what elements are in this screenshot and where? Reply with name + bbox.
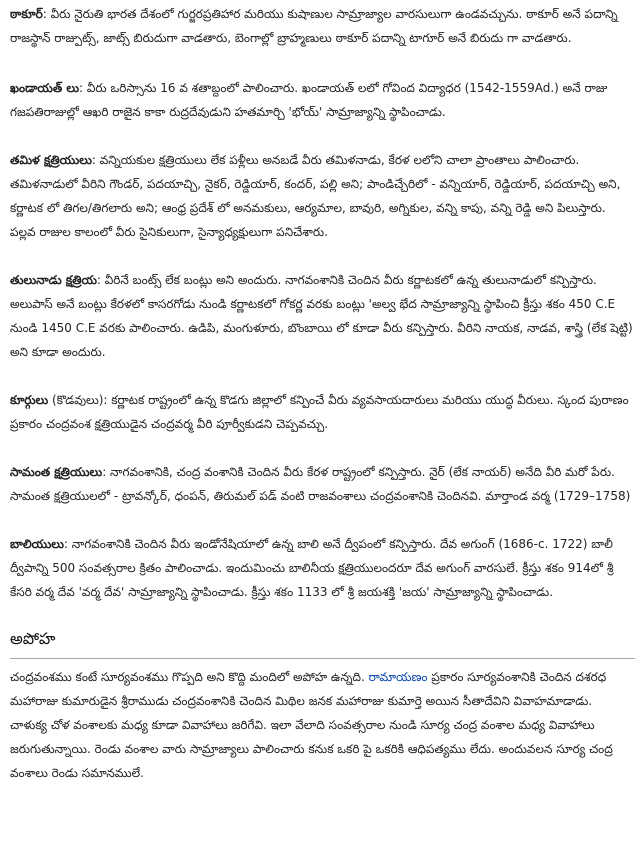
- paragraph-misconception-2: చాళుక్య చోళ వంశాలకు మధ్య కూడా వివాహాలు జరిగేవి. ఇలా వేలాది సంవత్సరాల నుండి సూర్య చంద్ర వంశాల మధ్య వివాహాలు జరుగుతున్నాయి. రెండు వంశాల వారు సామ్రాజ్యాలు పాలించారు కనుక ఒకరి పై ఒకరికి ఆధిపత్యము లేదు. అందువలన సూర్య చంద్ర వంశాలు రెండు సమానములే.: [10, 718, 613, 780]
- paragraph-misconception-1: [10, 665, 635, 713]
- text-kurgulu: (కొడవులు): కర్ణాటక రాష్ట్రంలో ఉన్న కొడగు జిల్లాలో కన్పించే వీరు వ్యవసాయదారులు మరియు యుద్ధ వీరులు. స్కంద పురాణం ప్రకారం చంద్రవంశ క్షత్రియుడైన చంద్రవర్మ వీరి పూర్వీకుడని చెప్పవచ్చు.: [10, 393, 629, 431]
- misconception-text-start: చంద్రవంశము కంటే సూర్యవంశము గొప్పది అని కొద్ది మందిలో అపోహ ఉన్నది.: [10, 670, 369, 684]
- paragraph-khandayat: [10, 76, 635, 124]
- term-khandayat: ఖండాయత్ లు: [10, 81, 79, 95]
- paragraph-kurgulu: [10, 388, 635, 436]
- text-khandayat: : వీరు ఒరిస్సాను 16 వ శతాబ్దంలో పాలించారు. ఖండాయత్ లలో గోవింద విద్యాధర (1542-1559Ad.) అనే రాజు గజపతిరాజుల్లో ఆఖరి రాజైన కాకా రుద్రదేవుడుని హతమార్చి 'భోయ్' సామ్రాజ్యాన్ని స్థాపించాడు.: [10, 81, 608, 119]
- term-tamil: తమిళ క్షత్రియులు: [10, 153, 92, 167]
- paragraph-tamil-kshatriyas: [10, 148, 635, 244]
- section-heading-misconception: అపోహ: [10, 629, 56, 648]
- paragraph-samanta: [10, 460, 635, 508]
- article-body: [0, 2, 641, 857]
- term-kurgulu: కూర్గులు: [10, 393, 49, 407]
- misconception-text-end: ప్రకారం సూర్యవంశానికి చెందిన దశరధ మహారాజు కుమారుడైన శ్రీరాముడు చంద్రవంశానికి చెందిన మిథిల జనక మహారాజు కుమార్తె అయిన సీతాదేవిని వివాహమాడాడు.: [10, 670, 607, 708]
- heading-divider: [10, 658, 635, 659]
- text-tamil: : వన్నియకుల క్షత్రియులు లేక పళ్లీలు అనబడే వీరు తమిళనాడు, కేరళ లలోని చాలా ప్రాంతాలు పాలించారు. తమిళనాడులో వీరిని గౌండర్, పదయాచ్చి, నైకర్, రెడ్డియార్, కందర్, పల్లి అని; పాండిచ్చేరిలో - వన్నియార్, రెడ్డియార్, పదయాచ్చి అని, కర్ణాటక లో తిగల/తిగలారు అని; ఆంధ్ర ప్రదేశ్ లో అనమకులు, ఆర్యమాల, బావురి, అగ్నికుల, వన్ని కాపు, వన్ని రెడ్డి అని పిలుస్తారు. పల్లవ రాజుల కాలంలో వీరు సైనికులుగా, సైన్యాధ్యక్షులుగా పనిచేశారు.: [10, 153, 621, 239]
- term-thakur: ఠాకూర్: [10, 7, 43, 21]
- text-thakur: : వీరు నైరుతి భారత దేశంలో గుర్జరప్రతిహార మరియు కుషాణుల సామ్రాజ్యాల వారసులుగా ఉండవచ్చును. ఠాకూర్ అనే పదాన్ని రాజస్థాన్ రాజ్పుట్స్, జాట్స్ బిరుదుగా వాడతారు, బెంగాల్లో బ్రాహ్మణులు ఠాకూర్ పదాన్ని టాగూర్ అనే బిరుదు గా వాడతారు.: [10, 7, 618, 45]
- term-baliyulu: బాలియులు: [10, 537, 64, 551]
- term-tulunadu: తులునాడు క్షత్రియ: [10, 273, 97, 287]
- ramayanam-link[interactable]: రామాయణం: [368, 670, 428, 684]
- term-samanta: సామంత క్షత్రియులు: [10, 465, 103, 479]
- text-samanta: : నాగవంశానికి, చంద్ర వంశానికి చెందిన వీరు కేరళ రాష్ట్రంలో కన్పిస్తారు. నైర్ (లేక నాయర్) అనేది వీరి మరో పేరు. సామంత క్షత్రియులలో - ట్రావన్కోర్, ధంపన్, తిరుమల్ పడ్ వంటి రాజవంశాలు చంద్రవంశానికి చెందినవి. మార్తాండ వర్మ (1729–1758): [10, 465, 631, 503]
- paragraph-thakur: [10, 2, 635, 50]
- text-baliyulu: : నాగవంశానికి చెందిన వీరు ఇండోనేషియాలో ఉన్న బాలి అనే ద్వీపంలో కన్పిస్తారు. దేవ అగుంగ్ (1686-c. 1722) బాలీ ద్వీపాన్ని 500 సంవత్సరాల క్రితం పాలించాడు. ఇందుమించు బాలినీయ క్షత్రియులందరూ దేవ అగుంగ్ వారసులే. క్రీస్తు శకం 914లో శ్రీ కేసరి వర్మ దేవ 'వర్మ దేవ' సామ్రాజ్యాన్ని స్థాపించాడు. క్రీస్తు శకం 1133 లో శ్రీ జయశక్తి 'జయ' సామ్రాజ్యాన్ని స్థాపించాడు.: [10, 537, 614, 599]
- paragraph-tulunadu: [10, 268, 635, 364]
- paragraph-baliyulu: [10, 532, 635, 604]
- text-tulunadu: : వీరినే బంట్స్ లేక బంట్లు అని అందురు. నాగవంశానికి చెందిన వీరు కర్ణాటకలో ఉన్న తులునాడులో కన్పిస్తారు. అలుపాస్ అనే బంట్లు కేరళలో కాసరగోడు నుండి కర్ణాటకలో గోకర్ణ వరకు బంట్లు 'అల్వ భేద సామ్రాజ్యాన్ని స్థాపించి క్రీస్తు శకం 450 C.E నుండి 1450 C.E వరకు పాలించారు. ఉడిపి, మంగుళూరు, బొంబాయి లో కూడా వీరు కన్పిస్తారు. వీరిని నాయక, నాడవ, శాస్త్రి (లేక షెట్టి) అని కూడా అందురు.: [10, 273, 633, 359]
